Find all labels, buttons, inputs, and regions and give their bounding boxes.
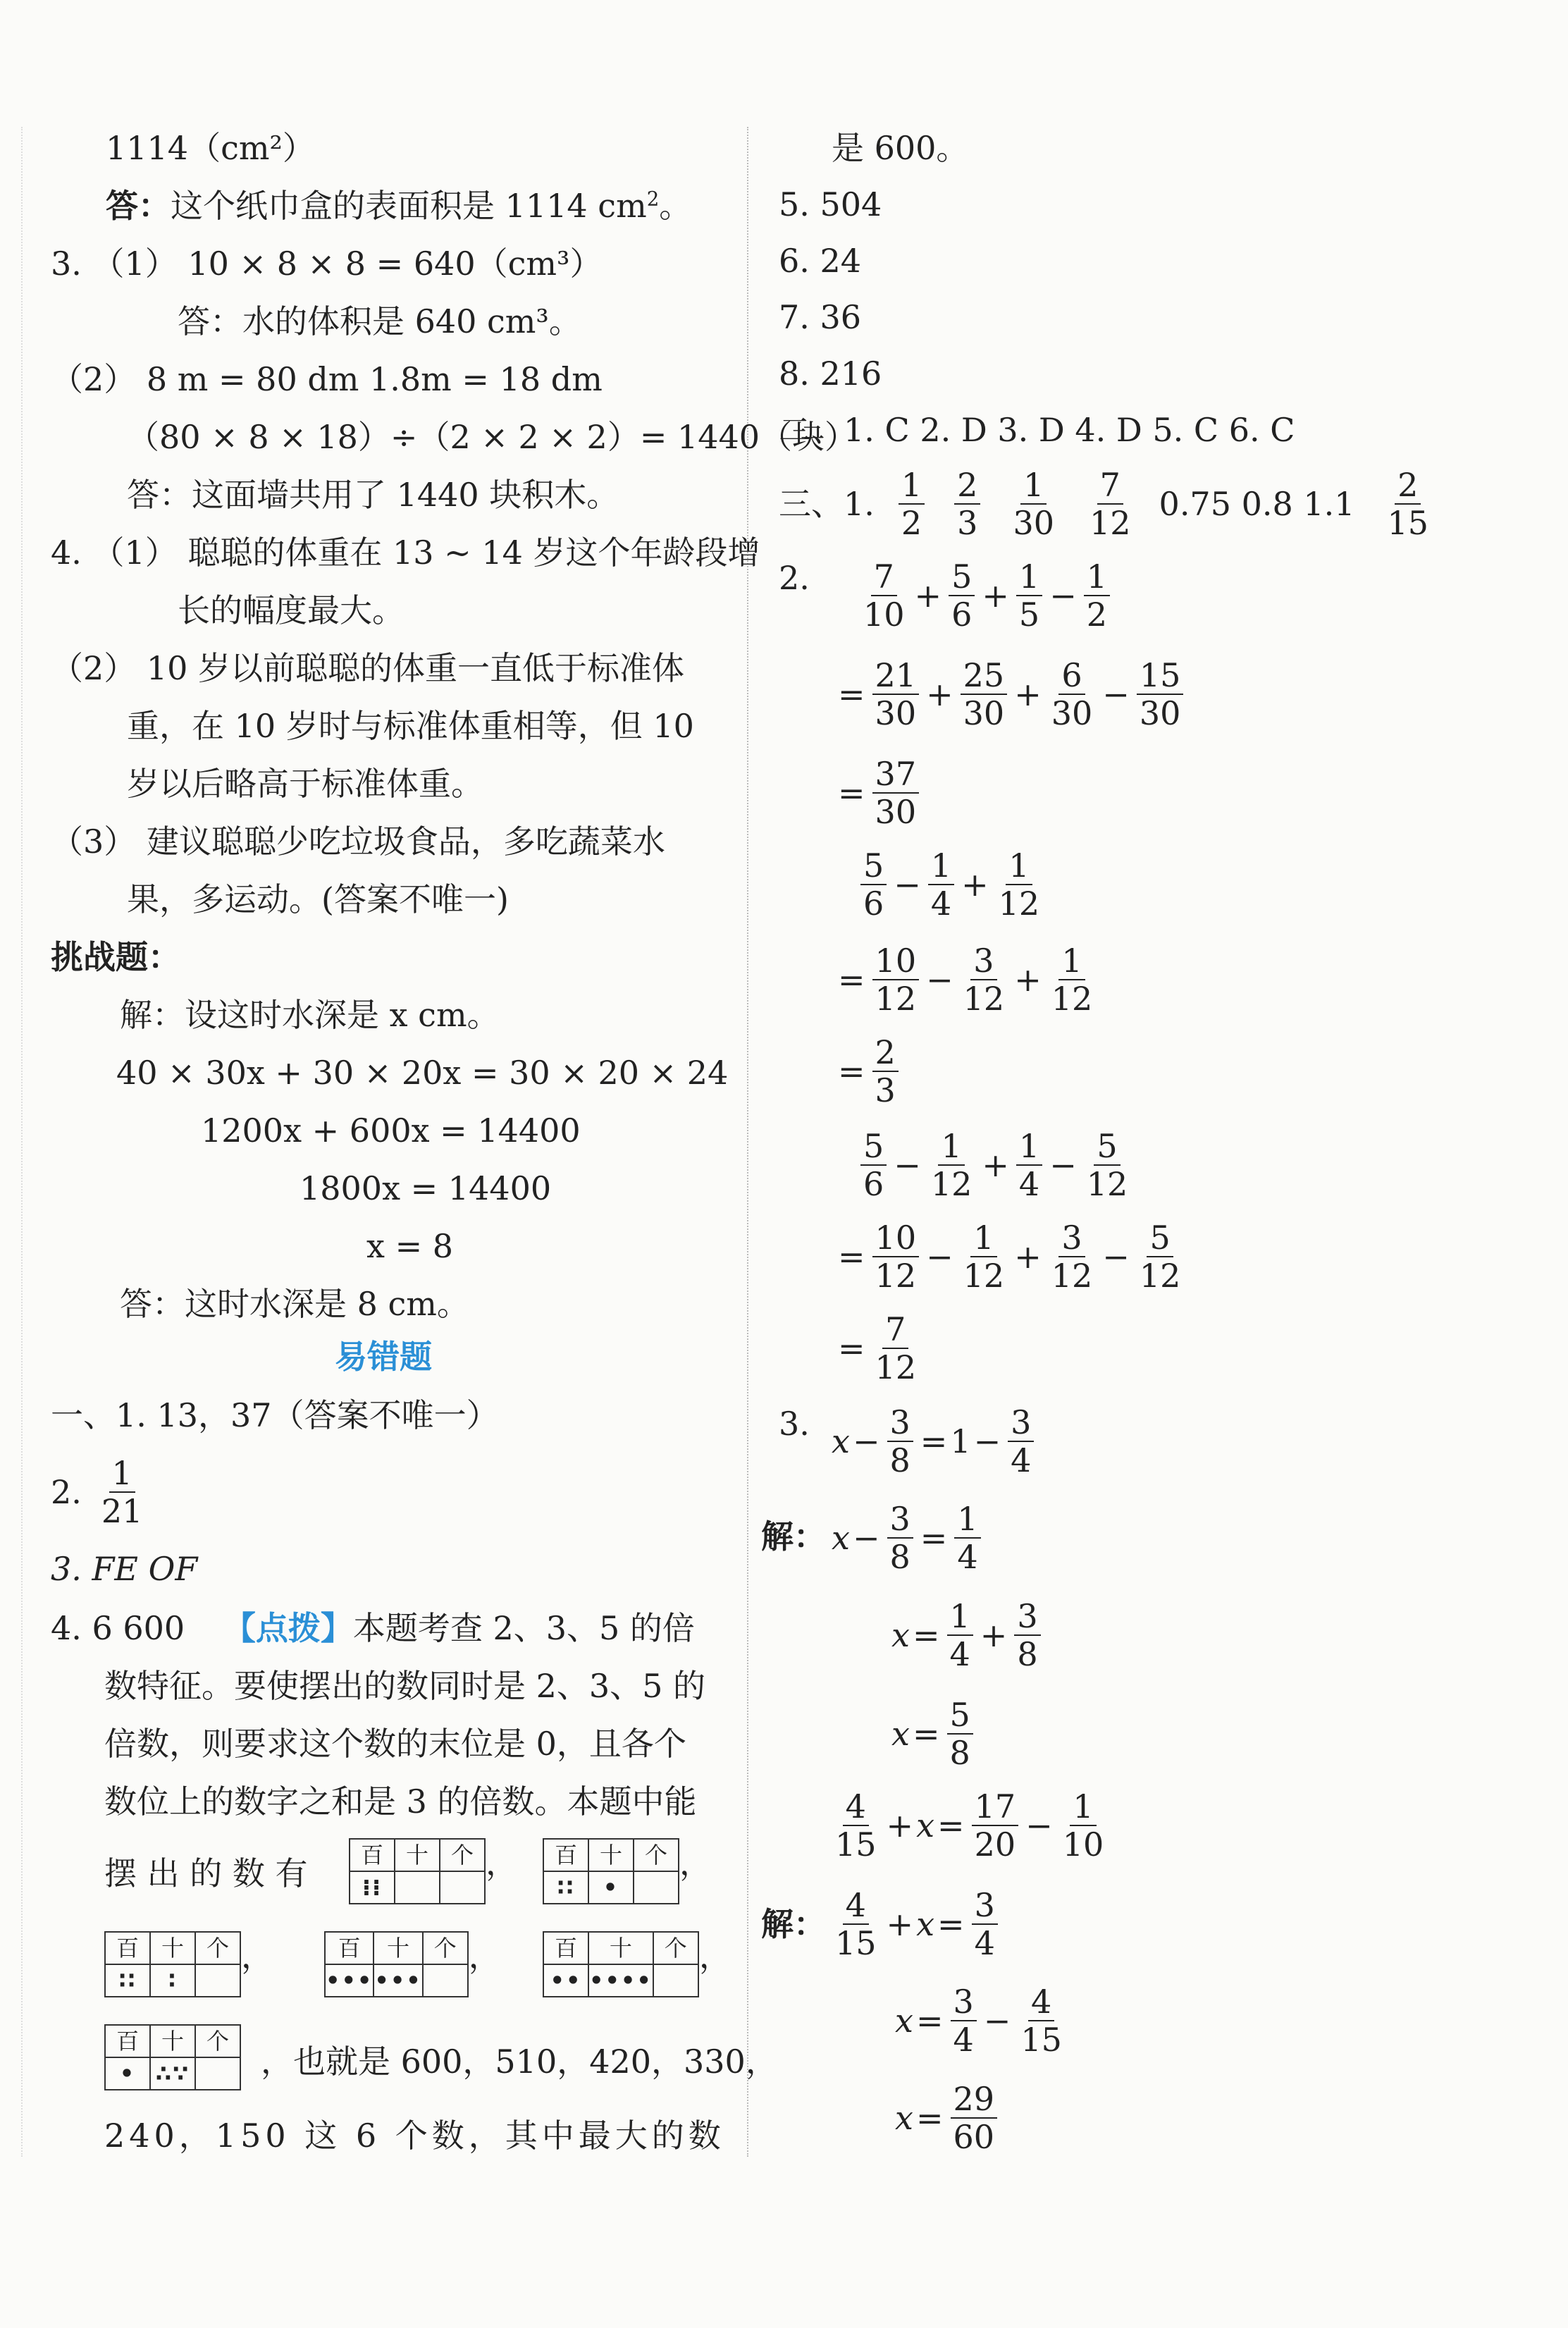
place-value-box-1: 百 十 个 ⁝⁝ ，	[349, 1838, 518, 1904]
eq-b-line3: x = $\frac{3}{4}$ − $\frac{4}{15}$	[895, 1983, 1062, 2059]
mistake-q4-line2: 数特征。要使摆出的数同时是 2、3、5 的	[104, 1667, 706, 1705]
q3-part2-answer: 答：这面墙共用了 1440 块积木。	[127, 476, 619, 514]
mistake-q4-line5: 摆 出 的 数 有	[104, 1854, 308, 1892]
mistake-section-title: 易错题	[335, 1338, 432, 1376]
section-3-q1: 三、1. $\frac{1}{2}$ $\frac{2}{3}$ $\frac{1}{30}$ $\frac{7}{12}$ 0.75 0.8 1.1 $\frac{2}{15}$	[779, 466, 1429, 542]
challenge-line-1: 解：设这时水深是 x cm。	[120, 996, 500, 1034]
section-2-answers: 二、1. C 2. D 3. D 4. D 5. C 6. C	[779, 411, 1295, 449]
q4-answer: 4. 6 600	[51, 1609, 185, 1647]
calc-c-line1: $\frac{5}{6}$ − $\frac{1}{12}$ + $\frac{1}{4}$ − $\frac{5}{12}$	[856, 1126, 1135, 1204]
calc-b-line1: $\frac{5}{6}$ − $\frac{1}{4}$ + $\frac{1}{12}$	[856, 846, 1047, 923]
hint-tag: 【点拨】	[223, 1609, 353, 1647]
left-line-1: 1114（cm²）	[106, 129, 315, 167]
place-value-box-6: 百 十 个 • ∴∵	[104, 2024, 241, 2090]
mistake-q3: 3. FE OF	[51, 1550, 198, 1588]
q4-part2-line2: 重，在 10 岁时与标准体重相等，但 10	[127, 707, 694, 745]
right-q6: 6. 24	[779, 242, 862, 280]
calc-c-line3: = $\frac{7}{12}$	[838, 1310, 917, 1386]
calc-a-line1: $\frac{7}{10}$ + $\frac{5}{6}$ + $\frac{1}{5}$ − $\frac{1}{2}$	[856, 557, 1114, 634]
challenge-line-6: 答：这时水深是 8 cm。	[120, 1285, 469, 1323]
challenge-line-4: 1800x = 14400	[300, 1169, 552, 1207]
mistake-q4-line1	[51, 1607, 695, 1649]
eq-b-line1: $\frac{4}{15}$ + x = $\frac{17}{20}$ − $\frac{1}{10}$	[835, 1787, 1104, 1864]
right-line-0: 是 600。	[832, 129, 969, 167]
q3-part1: 3. （1） 10 × 8 × 8 = 640（cm³）	[51, 245, 603, 283]
eq-a-line2: x − $\frac{3}{8}$ = $\frac{1}{4}$	[832, 1499, 985, 1577]
q4-part2-line3: 岁以后略高于标准体重。	[127, 765, 483, 803]
q-number: 2.	[51, 1473, 82, 1511]
mistake-q4-line4: 数位上的数字之和是 3 的倍数。本题中能	[104, 1782, 697, 1821]
eq-a-line4: x = $\frac{5}{8}$	[891, 1695, 977, 1773]
challenge-line-2: 40 × 30x + 30 × 20x = 30 × 20 × 24	[116, 1054, 729, 1092]
calc-b-line2: = $\frac{10}{12}$ − $\frac{3}{12}$ + $\frac{1}{12}$	[838, 942, 1093, 1018]
fraction: $\frac{1}{21}$	[101, 1454, 143, 1530]
eq-a-line1: x − $\frac{3}{8}$ = 1 − $\frac{3}{4}$	[832, 1403, 1038, 1480]
q3-part1-answer: 答：水的体积是 640 cm³。	[178, 302, 581, 340]
calc-a-line3: = $\frac{37}{30}$	[835, 754, 923, 832]
jie-label-1: 解：	[761, 1517, 826, 1556]
place-value-box-4: 百 十 个 ••• ••• ，	[324, 1931, 501, 1997]
right-q5: 5. 504	[779, 185, 882, 223]
q3-label: 3.	[779, 1405, 810, 1443]
q4-part1-line1: 4. （1） 聪聪的体重在 13 ~ 14 岁这个年龄段增	[51, 534, 760, 572]
hint-text: 本题考查 2、3、5 的倍	[352, 1609, 695, 1647]
answer-text: 这个纸巾盒的表面积是 1114 cm	[171, 187, 647, 225]
left-line-2: 答：这个纸巾盒的表面积是 1114 $cm^2$。	[106, 187, 692, 225]
challenge-line-3: 1200x + 600x = 14400	[201, 1111, 581, 1150]
q4-part1-line2: 长的幅度最大。	[178, 591, 405, 629]
left-margin-line	[21, 127, 23, 2157]
mistake-q2	[51, 1453, 149, 1531]
mistake-q4-line3: 倍数，则要求这个数的末位是 0，且各个	[104, 1725, 686, 1763]
q4-part3-line1: （3） 建议聪聪少吃垃圾食品，多吃蔬菜水	[51, 823, 665, 861]
calc-b-line3: = $\frac{2}{3}$	[835, 1033, 903, 1110]
challenge-title: 挑战题：	[51, 938, 180, 976]
q3-part2-line1: （2） 8 m = 80 dm 1.8m = 18 dm	[51, 360, 603, 398]
mistake-q1: 一、1. 13，37（答案不唯一）	[51, 1396, 499, 1434]
place-value-box-2: 百 十 个 ∷ • ，	[543, 1838, 712, 1904]
q2-label: 2.	[779, 559, 810, 597]
calc-a-line2: = $\frac{21}{30}$ + $\frac{25}{30}$ + $\frac{6}{30}$ − $\frac{15}{30}$	[835, 655, 1187, 733]
eq-b-line4: x = $\frac{29}{60}$	[895, 2079, 1001, 2157]
right-q7: 7. 36	[779, 298, 862, 336]
place-value-box-5: 百 十 个 •• •••• ，	[543, 1931, 731, 1997]
mistake-q4-line6: ，也就是 600，510，420，330，	[261, 2043, 778, 2081]
eq-b-line2: $\frac{4}{15}$ + x = $\frac{3}{4}$	[828, 1885, 1002, 1963]
challenge-line-5: x = 8	[366, 1227, 453, 1265]
calc-c-line2: = $\frac{10}{12}$ − $\frac{1}{12}$ + $\frac{3}{12}$ − $\frac{5}{12}$	[838, 1219, 1181, 1295]
q4-part3-line2: 果，多运动。(答案不唯一)	[127, 880, 509, 918]
q4-part2-line1: （2） 10 岁以前聪聪的体重一直低于标准体	[51, 649, 685, 687]
q3-part2-line2: （80 × 8 × 18）÷（2 × 2 × 2）= 1440（块）	[127, 418, 858, 456]
eq-a-line3: x = $\frac{1}{4}$ + $\frac{3}{8}$	[891, 1596, 1045, 1674]
place-value-box-3: 百 十 个 ∷ ∶ ，	[104, 1931, 273, 1997]
right-q8: 8. 216	[779, 355, 882, 393]
mistake-q4-line7: 240，150 这 6 个数，其中最大的数	[104, 2117, 725, 2155]
jie-label-2: 解：	[761, 1905, 826, 1943]
